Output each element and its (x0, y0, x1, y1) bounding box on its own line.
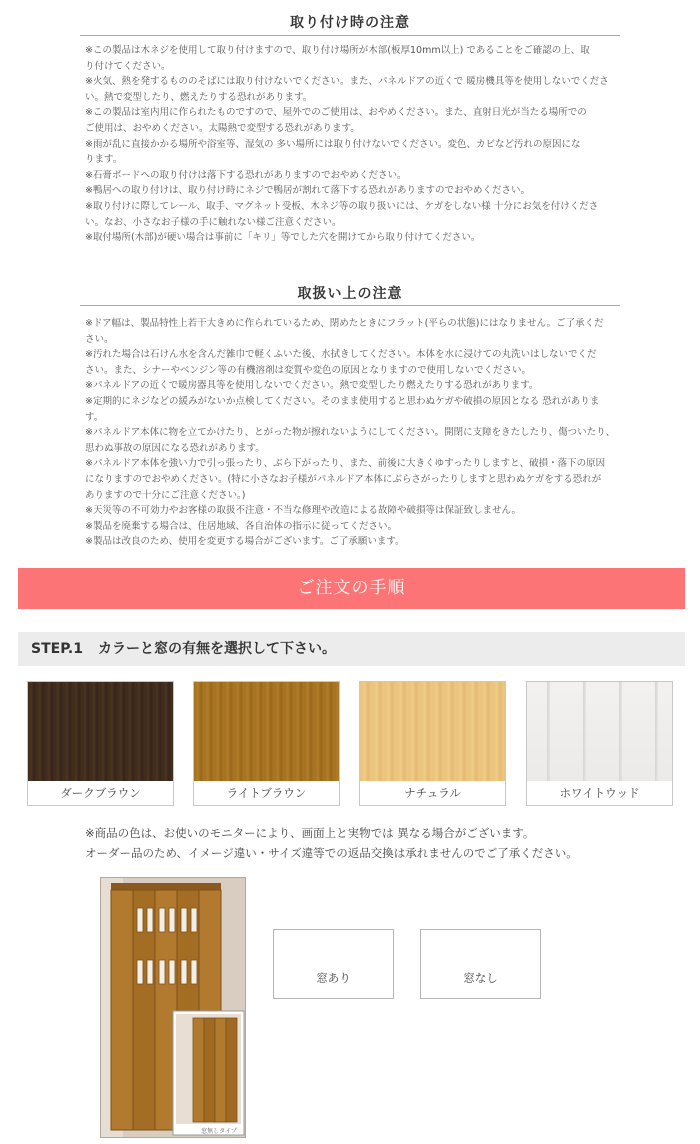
note-line: ご使用は、おやめください。太陽熱で変型する恐れがあります。 (85, 122, 360, 134)
white-wood-sample (527, 682, 672, 781)
note-line: になりますのでおやめください。(特に小さなお子様がパネルドア本体にぶらさがったりしますと思わぬケガをする恐れが (85, 473, 602, 485)
window-option-with-window[interactable] (273, 929, 394, 999)
installation-title-rule (80, 35, 620, 36)
natural-wood-sample (360, 682, 505, 781)
note-line: ※取付場所(木部)が硬い場合は事前に「キリ」等でした穴を開けてから取り付けてください。 (85, 232, 481, 244)
color-option-white-wood[interactable] (526, 681, 673, 806)
inset-caption: 窓無しタイプ (201, 1128, 237, 1135)
note-line: ※定期的にネジなどの緩みがないか点検してください。そのまま使用すると思わぬケガや破損の原因となる 恐れがありま (85, 395, 600, 407)
step-header (18, 632, 685, 666)
note-line: ※パネルドア本体に物を立てかけたり、とがった物が擦れないようにしてください。開閉に支障をきたしたり、傷ついたり、 (85, 427, 616, 439)
window-option-label: 窓なし (463, 971, 498, 985)
color-option-light-brown[interactable] (193, 681, 340, 806)
handling-title-rule (80, 305, 620, 306)
note-line: ※ドア幅は、製品特性上若干大きめに作られているため、閉めたときにフラット(平らの状態)にはなりません。ご了承くだ (85, 318, 604, 329)
note-line: ※天災等の不可効力やお客様の取扱不注意・不当な修理や改造による故障や破損等は保証致しません。 (85, 505, 522, 517)
installation-notes (85, 43, 620, 246)
note-line: ります。 (85, 154, 123, 166)
note-line: さい。また、シナーやベンジン等の有機溶剤は変質や変色の原因となりますので使用しないでください。 (85, 364, 532, 376)
color-label: ナチュラル (404, 786, 461, 800)
folding-door-photo (100, 877, 246, 1138)
step-instruction: カラーと窓の有無を選択して下さい。 (98, 641, 336, 657)
order-procedure-banner: ご注文の手順 (18, 568, 685, 609)
note-line: り付けてください。 (85, 60, 171, 72)
color-option-dark-brown[interactable] (27, 681, 174, 806)
color-option-natural[interactable] (359, 681, 506, 806)
note-line: 思わぬ事故の原因になる恐れがあります。 (85, 442, 265, 454)
note-line: ※パネルドアの近くで暖房器具等を使用しないでください。熱で変型したり燃えたりする恐れがあります。 (85, 380, 539, 392)
note-line: ※鴨居への取り付けは、取り付け時にネジで鴨居が割れて落下する恐れがありますのでおやめください。 (85, 185, 530, 197)
note-line: ※雨が乱に直接かかる場所や浴室等、湿気の 多い場所には取り付けないでください。変色、カビなど汚れの原因にな (85, 138, 581, 150)
installation-title: 取り付け時の注意 (290, 15, 410, 31)
note-line: ※取り付けに際してレール、取手、マグネット受板、木ネジ等の取り扱いには、ケガをしない様 十分にお気を付けくださ (85, 200, 599, 212)
note-line: ※石膏ボードへの取り付けは落下する恐れがありますのでおやめください。 (85, 169, 407, 181)
note-line: ※火気、熱を発するもののそばには取り付けないでください。また、パネルドアの近くで 暖房機具等を使用しないでくださ (85, 76, 609, 88)
dark-brown-wood-sample (28, 682, 173, 781)
color-label: ライトブラウン (226, 786, 307, 800)
note-line: ※パネルドア本体を強い力で引っ張ったり、ぶら下がったり、また、前後に大きくゆすったりしますと、破損・落下の原因 (85, 458, 606, 470)
window-option-no-window[interactable] (420, 929, 541, 999)
note-line: ※製品は改良のため、使用を変更する場合がございます。ご了承願います。 (85, 536, 405, 548)
color-label: ダークブラウン (60, 786, 141, 800)
handling-title: 取扱い上の注意 (297, 286, 403, 302)
note-line: い。熱で変型したり、燃えたりする恐れがあります。 (85, 91, 313, 103)
note-line: ※製品を廃棄する場合は、住居地域、各自治体の指示に従ってください。 (85, 520, 397, 532)
color-disclaimer: ※商品の色は、お使いのモニターにより、画面上と実物では 異なる場合がございます。 (85, 826, 535, 840)
note-line: ※この製品は木ネジを使用して取り付けますので、取り付け場所が木部(板厚10mm以上) であることをご確認の上、取 (85, 45, 590, 56)
light-brown-wood-sample (194, 682, 339, 781)
step-number: STEP.1 (31, 641, 83, 657)
color-label: ホワイトウッド (559, 786, 640, 800)
window-option-label: 窓あり (316, 971, 351, 985)
note-line: ※汚れた場合は石けん水を含んだ雑巾で軽くふいた後、水拭きしてください。本体を水に浸けての丸洗いはしないでくだ (85, 349, 597, 361)
note-line: さい。 (85, 333, 114, 345)
return-disclaimer: オーダー品のため、イメージ違い・サイズ違等での返品交換は承れませんのでご了承ください。 (85, 846, 578, 860)
note-line: ※この製品は室内用に作られたものですので、屋外でのご使用は、おやめください。また、直射日光が当たる場所での (85, 107, 587, 119)
note-line: い。なお、小さなお子様の手に触れない様ご注意ください。 (85, 216, 342, 228)
note-line: す。 (85, 411, 104, 423)
note-line: ありますので十分にご注意ください。) (85, 489, 246, 501)
handling-notes (85, 316, 620, 550)
folding-door-illustration (101, 878, 245, 1137)
